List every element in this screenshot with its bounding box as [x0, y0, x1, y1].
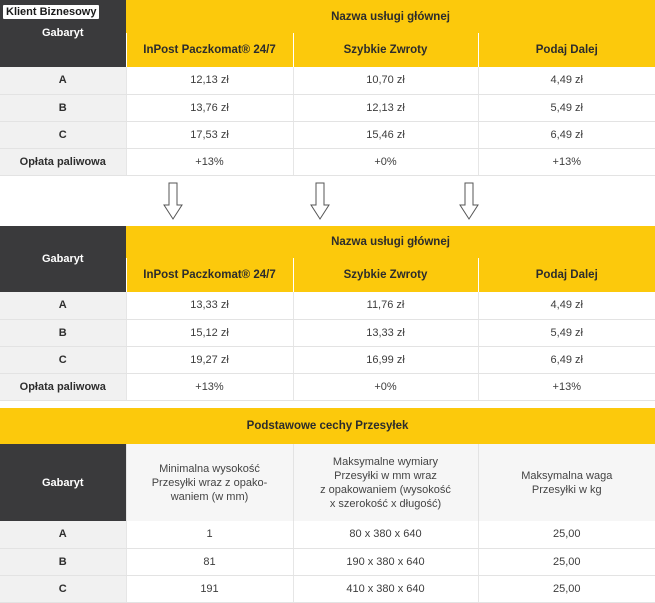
row-label: C: [0, 346, 126, 373]
price-cell: 19,27 zł: [126, 346, 293, 373]
gabaryt-header-cell: Gabaryt: [0, 226, 126, 292]
header-line: Przesyłki wraz z opako-: [127, 476, 293, 490]
feature-cell: 25,00: [478, 548, 655, 575]
table-row: [0, 548, 655, 575]
gabaryt-label: Gabaryt: [0, 27, 126, 39]
table-row: [0, 67, 655, 94]
feature-cell: 80 x 380 x 640: [293, 521, 478, 548]
price-cell: 12,13 zł: [126, 67, 293, 94]
fee-cell: +13%: [478, 373, 655, 400]
price-cell: 6,49 zł: [478, 346, 655, 373]
down-arrow-outline-icon: [460, 183, 478, 219]
feature-cell: 410 x 380 x 640: [293, 575, 478, 602]
price-cell: 15,46 zł: [293, 121, 478, 148]
fee-cell: +13%: [126, 373, 293, 400]
table-row: [0, 346, 655, 373]
row-label: C: [0, 121, 126, 148]
price-cell: 5,49 zł: [478, 319, 655, 346]
gabaryt-header-cell: [0, 0, 126, 67]
main-service-header: Nazwa usługi głównej: [126, 226, 655, 258]
price-cell: 13,76 zł: [126, 94, 293, 121]
price-cell: 13,33 zł: [126, 292, 293, 319]
fee-cell: +0%: [293, 373, 478, 400]
service-header-0: InPost Paczkomat® 24/7: [126, 33, 293, 67]
price-cell: 4,49 zł: [478, 67, 655, 94]
row-label: Opłata paliwowa: [0, 148, 126, 175]
parcel-features-table: [0, 408, 655, 603]
service-header-1: Szybkie Zwroty: [293, 33, 478, 67]
feature-cell: 81: [126, 548, 293, 575]
table-row: [0, 148, 655, 175]
row-label: A: [0, 67, 126, 94]
row-label: C: [0, 575, 126, 602]
price-cell: 4,49 zł: [478, 292, 655, 319]
row-label: A: [0, 292, 126, 319]
price-table-after: [0, 226, 655, 401]
row-label: B: [0, 94, 126, 121]
header-line: Minimalna wysokość: [127, 462, 293, 476]
header-line: z opakowaniem (wysokość: [294, 483, 478, 497]
header-line: Przesyłki w mm wraz: [294, 469, 478, 483]
table-row: [0, 521, 655, 548]
features-title: Podstawowe cechy Przesyłek: [0, 408, 655, 444]
service-header-2: Podaj Dalej: [478, 33, 655, 67]
max-dimensions-header: [293, 444, 478, 521]
max-weight-header: [478, 444, 655, 521]
header-line: waniem (w mm): [127, 490, 293, 504]
service-header-2: Podaj Dalej: [478, 258, 655, 292]
fee-cell: +13%: [126, 148, 293, 175]
feature-cell: 25,00: [478, 521, 655, 548]
header-line: Maksymalne wymiary: [294, 455, 478, 469]
fee-cell: +13%: [478, 148, 655, 175]
row-label: B: [0, 319, 126, 346]
price-cell: 13,33 zł: [293, 319, 478, 346]
price-cell: 16,99 zł: [293, 346, 478, 373]
table-row: [0, 319, 655, 346]
price-cell: 12,13 zł: [293, 94, 478, 121]
price-cell: 11,76 zł: [293, 292, 478, 319]
feature-cell: 25,00: [478, 575, 655, 602]
gabaryt-header-cell: Gabaryt: [0, 444, 126, 521]
header-line: Maksymalna waga: [479, 469, 655, 483]
row-label: Opłata paliwowa: [0, 373, 126, 400]
down-arrow-outline-icon: [311, 183, 329, 219]
price-cell: 6,49 zł: [478, 121, 655, 148]
row-label: B: [0, 548, 126, 575]
client-badge: Klient Biznesowy: [3, 5, 99, 19]
row-label: A: [0, 521, 126, 548]
table-row: [0, 94, 655, 121]
service-header-1: Szybkie Zwroty: [293, 258, 478, 292]
feature-cell: 1: [126, 521, 293, 548]
table-row: [0, 121, 655, 148]
table-row: [0, 575, 655, 602]
price-cell: 15,12 zł: [126, 319, 293, 346]
header-line: x szerokość x długość): [294, 497, 478, 511]
min-height-header: [126, 444, 293, 521]
price-cell: 17,53 zł: [126, 121, 293, 148]
down-arrow-outline-icon: [164, 183, 182, 219]
table-row: [0, 292, 655, 319]
table-row: [0, 373, 655, 400]
main-service-header: Nazwa usługi głównej: [126, 0, 655, 33]
fee-cell: +0%: [293, 148, 478, 175]
price-cell: 10,70 zł: [293, 67, 478, 94]
price-cell: 5,49 zł: [478, 94, 655, 121]
header-line: Przesyłki w kg: [479, 483, 655, 497]
feature-cell: 191: [126, 575, 293, 602]
price-table-before: [0, 0, 655, 176]
feature-cell: 190 x 380 x 640: [293, 548, 478, 575]
service-header-0: InPost Paczkomat® 24/7: [126, 258, 293, 292]
arrows-row: [0, 177, 655, 222]
